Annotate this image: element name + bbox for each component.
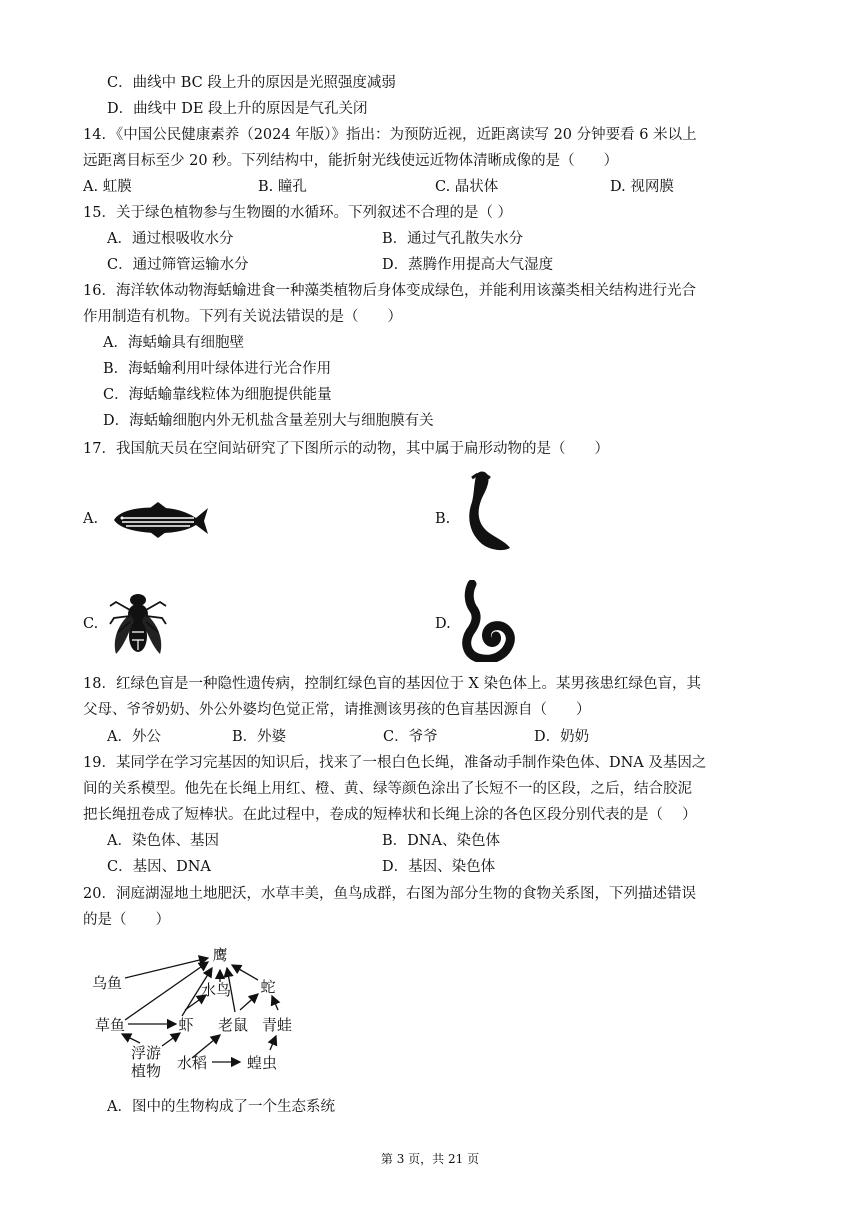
q14-option-a: A. 虹膜 — [83, 179, 132, 195]
food-web-plankton-line1: 浮游 — [130, 1044, 162, 1062]
q18-option-a: A．外公 — [107, 729, 161, 745]
q19-option-a: A．染色体、基因 — [107, 833, 219, 849]
q18-option-b: B．外婆 — [232, 729, 287, 745]
q15-option-a: A．通过根吸收水分 — [107, 231, 234, 247]
q16-option-d: D．海蛞蝓细胞内外无机盐含量差别大与细胞膜有关 — [103, 413, 434, 429]
food-web-blackfish: 乌鱼 — [91, 974, 123, 992]
q16-stem-line1: 16．海洋软体动物海蛞蝓进食一种藻类植物后身体变成绿色，并能利用该藻类相关结构进行光合 — [83, 283, 696, 299]
q16-option-c: C．海蛞蝓靠线粒体为细胞提供能量 — [103, 387, 332, 403]
food-web-grasscarp: 草鱼 — [94, 1016, 126, 1034]
food-web-waterbird: 水鸟 — [200, 981, 232, 999]
q20-option-a: A．图中的生物构成了一个生态系统 — [107, 1099, 335, 1115]
food-web-eagle: 鹰 — [212, 946, 228, 964]
q19-stem-line3: 把长绳扭卷成了短棒状。在此过程中，卷成的短棒状和长绳上涂的各色区段分别代表的是（ ） — [83, 807, 697, 823]
zebrafish-image — [110, 500, 210, 540]
q14-stem-line1: 14．《中国公民健康素养（2024 年版）》指出：为预防近视，近距离读写 20 分钟要看 6 米以上 — [83, 127, 697, 143]
q17-label-c: C. — [83, 616, 99, 632]
food-web-snake: 蛇 — [260, 978, 276, 996]
q18-stem-line2: 父母、爷爷奶奶、外公外婆均色觉正常，请推测该男孩的色盲基因源自（ ） — [83, 702, 591, 718]
food-web-diagram — [80, 940, 310, 1085]
q17-label-d: D. — [435, 616, 451, 632]
q16-option-a: A．海蛞蝓具有细胞壁 — [103, 335, 244, 351]
q18-option-c: C．爷爷 — [383, 729, 438, 745]
q16-option-b: B．海蛞蝓利用叶绿体进行光合作用 — [103, 361, 332, 377]
q15-option-b: B．通过气孔散失水分 — [382, 231, 524, 247]
fruit-fly-image — [108, 584, 168, 660]
q15-option-d: D．蒸腾作用提高大气湿度 — [382, 257, 554, 273]
q19-stem-line2: 间的关系模型。他先在长绳上用红、橙、黄、绿等颜色涂出了长短不一的区段，之后，结合胶泥 — [83, 781, 692, 797]
food-web-mouse: 老鼠 — [217, 1016, 249, 1034]
nematode-image — [460, 580, 520, 662]
q20-stem-line2: 的是（ ） — [83, 912, 170, 928]
q13-option-c: C．曲线中 BC 段上升的原因是光照强度减弱 — [107, 75, 396, 91]
q20-stem-line1: 20．洞庭湖湿地土地肥沃，水草丰美，鱼鸟成群，右图为部分生物的食物关系图，下列描述错误 — [83, 886, 696, 902]
q14-option-d: D. 视网膜 — [610, 179, 674, 195]
q14-option-c: C. 晶状体 — [435, 179, 499, 195]
q17-label-a: A. — [83, 511, 99, 527]
q19-option-c: C．基因、DNA — [107, 859, 211, 875]
food-web-plankton-line2: 植物 — [130, 1062, 162, 1080]
q19-option-d: D．基因、染色体 — [382, 859, 496, 875]
page-footer: 第 3 页，共 21 页 — [380, 1152, 480, 1166]
q18-option-d: D．奶奶 — [534, 729, 590, 745]
q17-stem: 17．我国航天员在空间站研究了下图所示的动物，其中属于扁形动物的是（ ） — [83, 441, 609, 457]
q16-stem-line2: 作用制造有机物。下列有关说法错误的是（ ） — [83, 309, 402, 325]
q15-option-c: C．通过筛管运输水分 — [107, 257, 249, 273]
food-web-frog: 青蛙 — [261, 1016, 293, 1034]
food-web-rice: 水稻 — [176, 1054, 208, 1072]
q17-label-b: B. — [435, 511, 451, 527]
q13-option-d: D．曲线中 DE 段上升的原因是气孔关闭 — [107, 101, 368, 117]
q15-stem: 15．关于绿色植物参与生物圈的水循环。下列叙述不合理的是（ ） — [83, 205, 513, 221]
food-web-locust: 蝗虫 — [246, 1054, 278, 1072]
planarian-image — [462, 468, 517, 554]
q19-option-b: B．DNA、染色体 — [382, 833, 500, 849]
q14-option-b: B. 瞳孔 — [258, 179, 307, 195]
q19-stem-line1: 19．某同学在学习完基因的知识后，找来了一根白色长绳，准备动手制作染色体、DNA 及基因之 — [83, 755, 707, 771]
q18-stem-line1: 18．红绿色盲是一种隐性遗传病，控制红绿色盲的基因位于 X 染色体上。某男孩患红绿色盲，其 — [83, 676, 701, 692]
food-web-shrimp: 虾 — [178, 1016, 194, 1034]
q14-stem-line2: 远距离目标至少 20 秒。下列结构中，能折射光线使远近物体清晰成像的是（ ） — [83, 153, 619, 169]
